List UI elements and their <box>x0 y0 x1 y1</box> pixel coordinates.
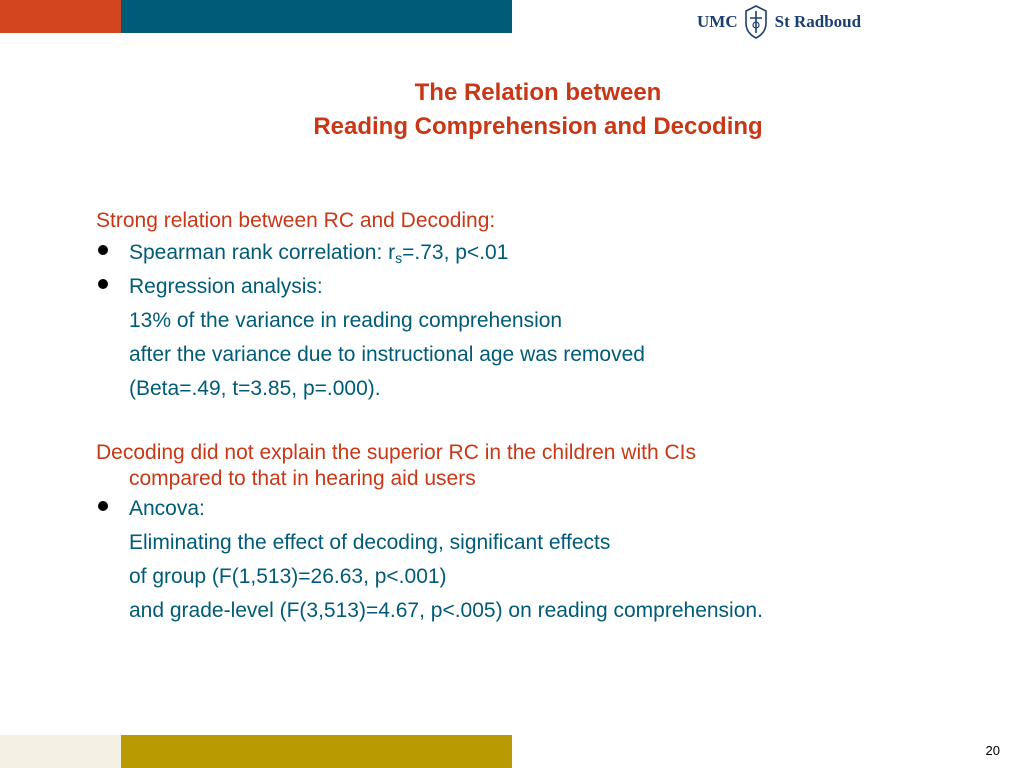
ancova-detail-2: of group (F(1,513)=26.63, p<.001) <box>129 565 447 588</box>
regression-detail-3: (Beta=.49, t=3.85, p=.000). <box>129 377 381 400</box>
bullet-spearman <box>96 236 996 270</box>
title-line-2: Reading Comprehension and Decoding <box>313 113 763 140</box>
section2-heading-line1: Decoding did not explain the superior RC in the children with CIs <box>96 441 696 464</box>
ancova-detail-1: Eliminating the effect of decoding, significant effects <box>129 531 611 554</box>
logo-left-text: UMC <box>697 12 738 31</box>
bullet-icon <box>98 501 108 511</box>
section2-heading <box>96 440 996 492</box>
bullet-icon <box>98 245 108 255</box>
regression-label: Regression analysis: <box>129 275 323 298</box>
section2-heading-line2: compared to that in hearing aid users <box>129 467 476 490</box>
regression-detail-2: after the variance due to instructional age was removed <box>129 343 645 366</box>
bottom-left-bar <box>0 735 121 768</box>
spearman-subscript: s <box>395 250 403 266</box>
spearman-suffix: =.73, p<.01 <box>402 241 509 264</box>
bullet-regression <box>96 270 996 304</box>
crest-icon <box>743 5 769 39</box>
ancova-detail-3: and grade-level (F(3,513)=4.67, p<.005) on reading comprehension. <box>129 599 763 622</box>
slide-body <box>96 206 996 628</box>
top-teal-bar <box>121 0 512 33</box>
title-line-1: The Relation between <box>414 79 662 106</box>
ancova-label: Ancova: <box>129 497 205 520</box>
bullet-ancova <box>96 492 996 526</box>
section-spacer <box>96 406 996 440</box>
regression-detail-1: 13% of the variance in reading comprehension <box>129 309 563 332</box>
top-orange-bar <box>0 0 121 33</box>
slide-title <box>0 76 1024 144</box>
section1-heading: Strong relation between RC and Decoding: <box>96 209 496 232</box>
spearman-prefix: Spearman rank correlation: r <box>129 241 396 264</box>
bottom-gold-bar <box>121 735 512 768</box>
page-number: 20 <box>985 743 1000 758</box>
logo-right-text: St Radboud <box>774 12 862 31</box>
umc-logo <box>697 5 861 39</box>
bullet-icon <box>98 279 108 289</box>
